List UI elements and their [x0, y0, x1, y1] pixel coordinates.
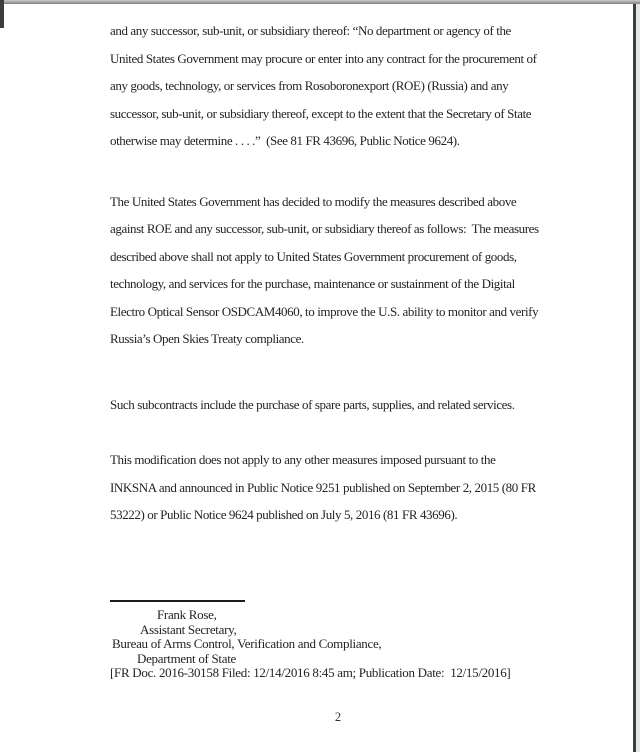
signature-rule: [110, 600, 245, 602]
paragraph: [110, 188, 585, 353]
text-line: The United States Government has decided to modify the measures described above: [110, 193, 517, 209]
paragraph: [110, 391, 585, 419]
text-line: otherwise may determine . . . .” (See 81 FR 43696, Public Notice 9624).: [110, 133, 460, 148]
signature-line: Department of State: [137, 650, 236, 666]
text-line: any goods, technology, or services from Rosoboronexport (ROE) (Russia) and any: [110, 78, 509, 93]
text-line: Electro Optical Sensor OSDCAM4060, to improve the U.S. ability to monitor and verify: [110, 303, 539, 319]
window-corner-notch: [0, 0, 4, 28]
paragraph: [110, 17, 585, 155]
signature-block: [110, 600, 590, 681]
text-line: Russia’s Open Skies Treaty compliance.: [110, 331, 304, 346]
text-line: 53222) or Public Notice 9624 published on July 5, 2016 (81 FR 43696).: [110, 507, 458, 522]
window-right-edge: [636, 0, 640, 752]
text-line: United States Government may procure or enter into any contract for the procurement of: [110, 50, 537, 66]
text-line: technology, and services for the purchase, maintenance or sustainment of the Digital: [110, 276, 515, 291]
signature-lines: [110, 608, 590, 681]
text-line: described above shall not apply to United States Government procurement of goods,: [110, 248, 517, 264]
signature-line: Bureau of Arms Control, Verification and Compliance,: [112, 636, 382, 651]
text-line: against ROE and any successor, sub-unit, or subsidiary thereof as follows: The measures: [110, 221, 539, 236]
paragraphs: [110, 17, 585, 529]
window-right-border: [633, 0, 636, 752]
signature-line: [FR Doc. 2016-30158 Filed: 12/14/2016 8:45 am; Publication Date: 12/15/2016]: [110, 665, 511, 680]
text-line: This modification does not apply to any other measures imposed pursuant to the: [110, 452, 496, 467]
text-line: successor, sub-unit, or subsidiary thereof, except to the extent that the Secretary of State: [110, 105, 532, 121]
text-line: Such subcontracts include the purchase of spare parts, supplies, and related services.: [110, 396, 515, 412]
page-number: 2: [334, 710, 342, 724]
text-line: and any successor, sub-unit, or subsidiary thereof: “No department or agency of the: [110, 23, 511, 38]
signature-line: Assistant Secretary,: [140, 621, 237, 637]
window-top-border: [0, 0, 640, 4]
signature-line: Frank Rose,: [157, 607, 217, 622]
text-line: INKSNA and announced in Public Notice 9251 published on September 2, 2015 (80 FR: [110, 479, 536, 495]
paragraph: [110, 446, 585, 529]
